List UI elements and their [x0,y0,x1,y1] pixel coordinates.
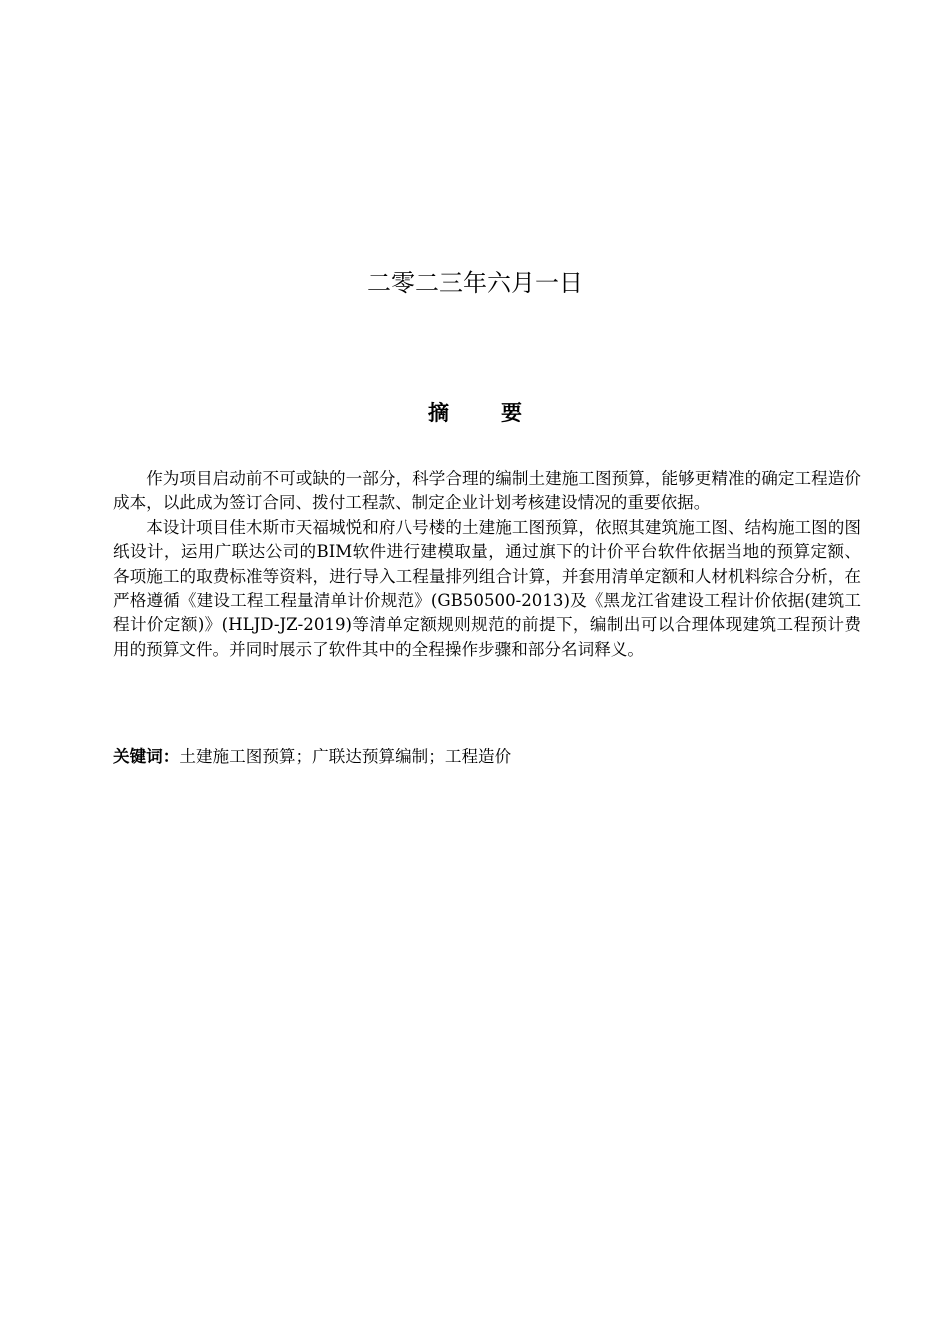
keywords-line [113,745,861,769]
abstract-paragraph-1: 作为项目启动前不可或缺的一部分，科学合理的编制土建施工图预算，能够更精准的确定工程造价成本，以此成为签订合同、拨付工程款、制定企业计划考核建设情况的重要依据。 [113,469,861,513]
keywords-label: 关键词： [113,747,180,766]
abstract-heading: 摘要 [428,401,574,425]
abstract-paragraph-2: 本设计项目佳木斯市天福城悦和府八号楼的土建施工图预算，依照其建筑施工图、结构施工图的图纸设计，运用广联达公司的BIM软件进行建模取量，通过旗下的计价平台软件依据当地的预算定额、各项施工的取费标准等资料，进行导入工程量排列组合计算，并套用清单定额和人材机料综合分析，在严格遵循《建设工程工程量清单计价规范》(GB50500-2013)及《黑龙江省建设工程计价依据(建筑工程计价定额)》(HLJD-JZ-2019)等清单定额规则规范的前提下，编制出可以合理体现建筑工程预计费用的预算文件。并同时展示了软件其中的全程操作步骤和部分名词释义。 [113,517,861,659]
keywords-text: 土建施工图预算；广联达预算编制；工程造价 [179,747,512,766]
abstract-body [113,467,861,662]
document-date: 二零二三年六月一日 [367,269,583,297]
